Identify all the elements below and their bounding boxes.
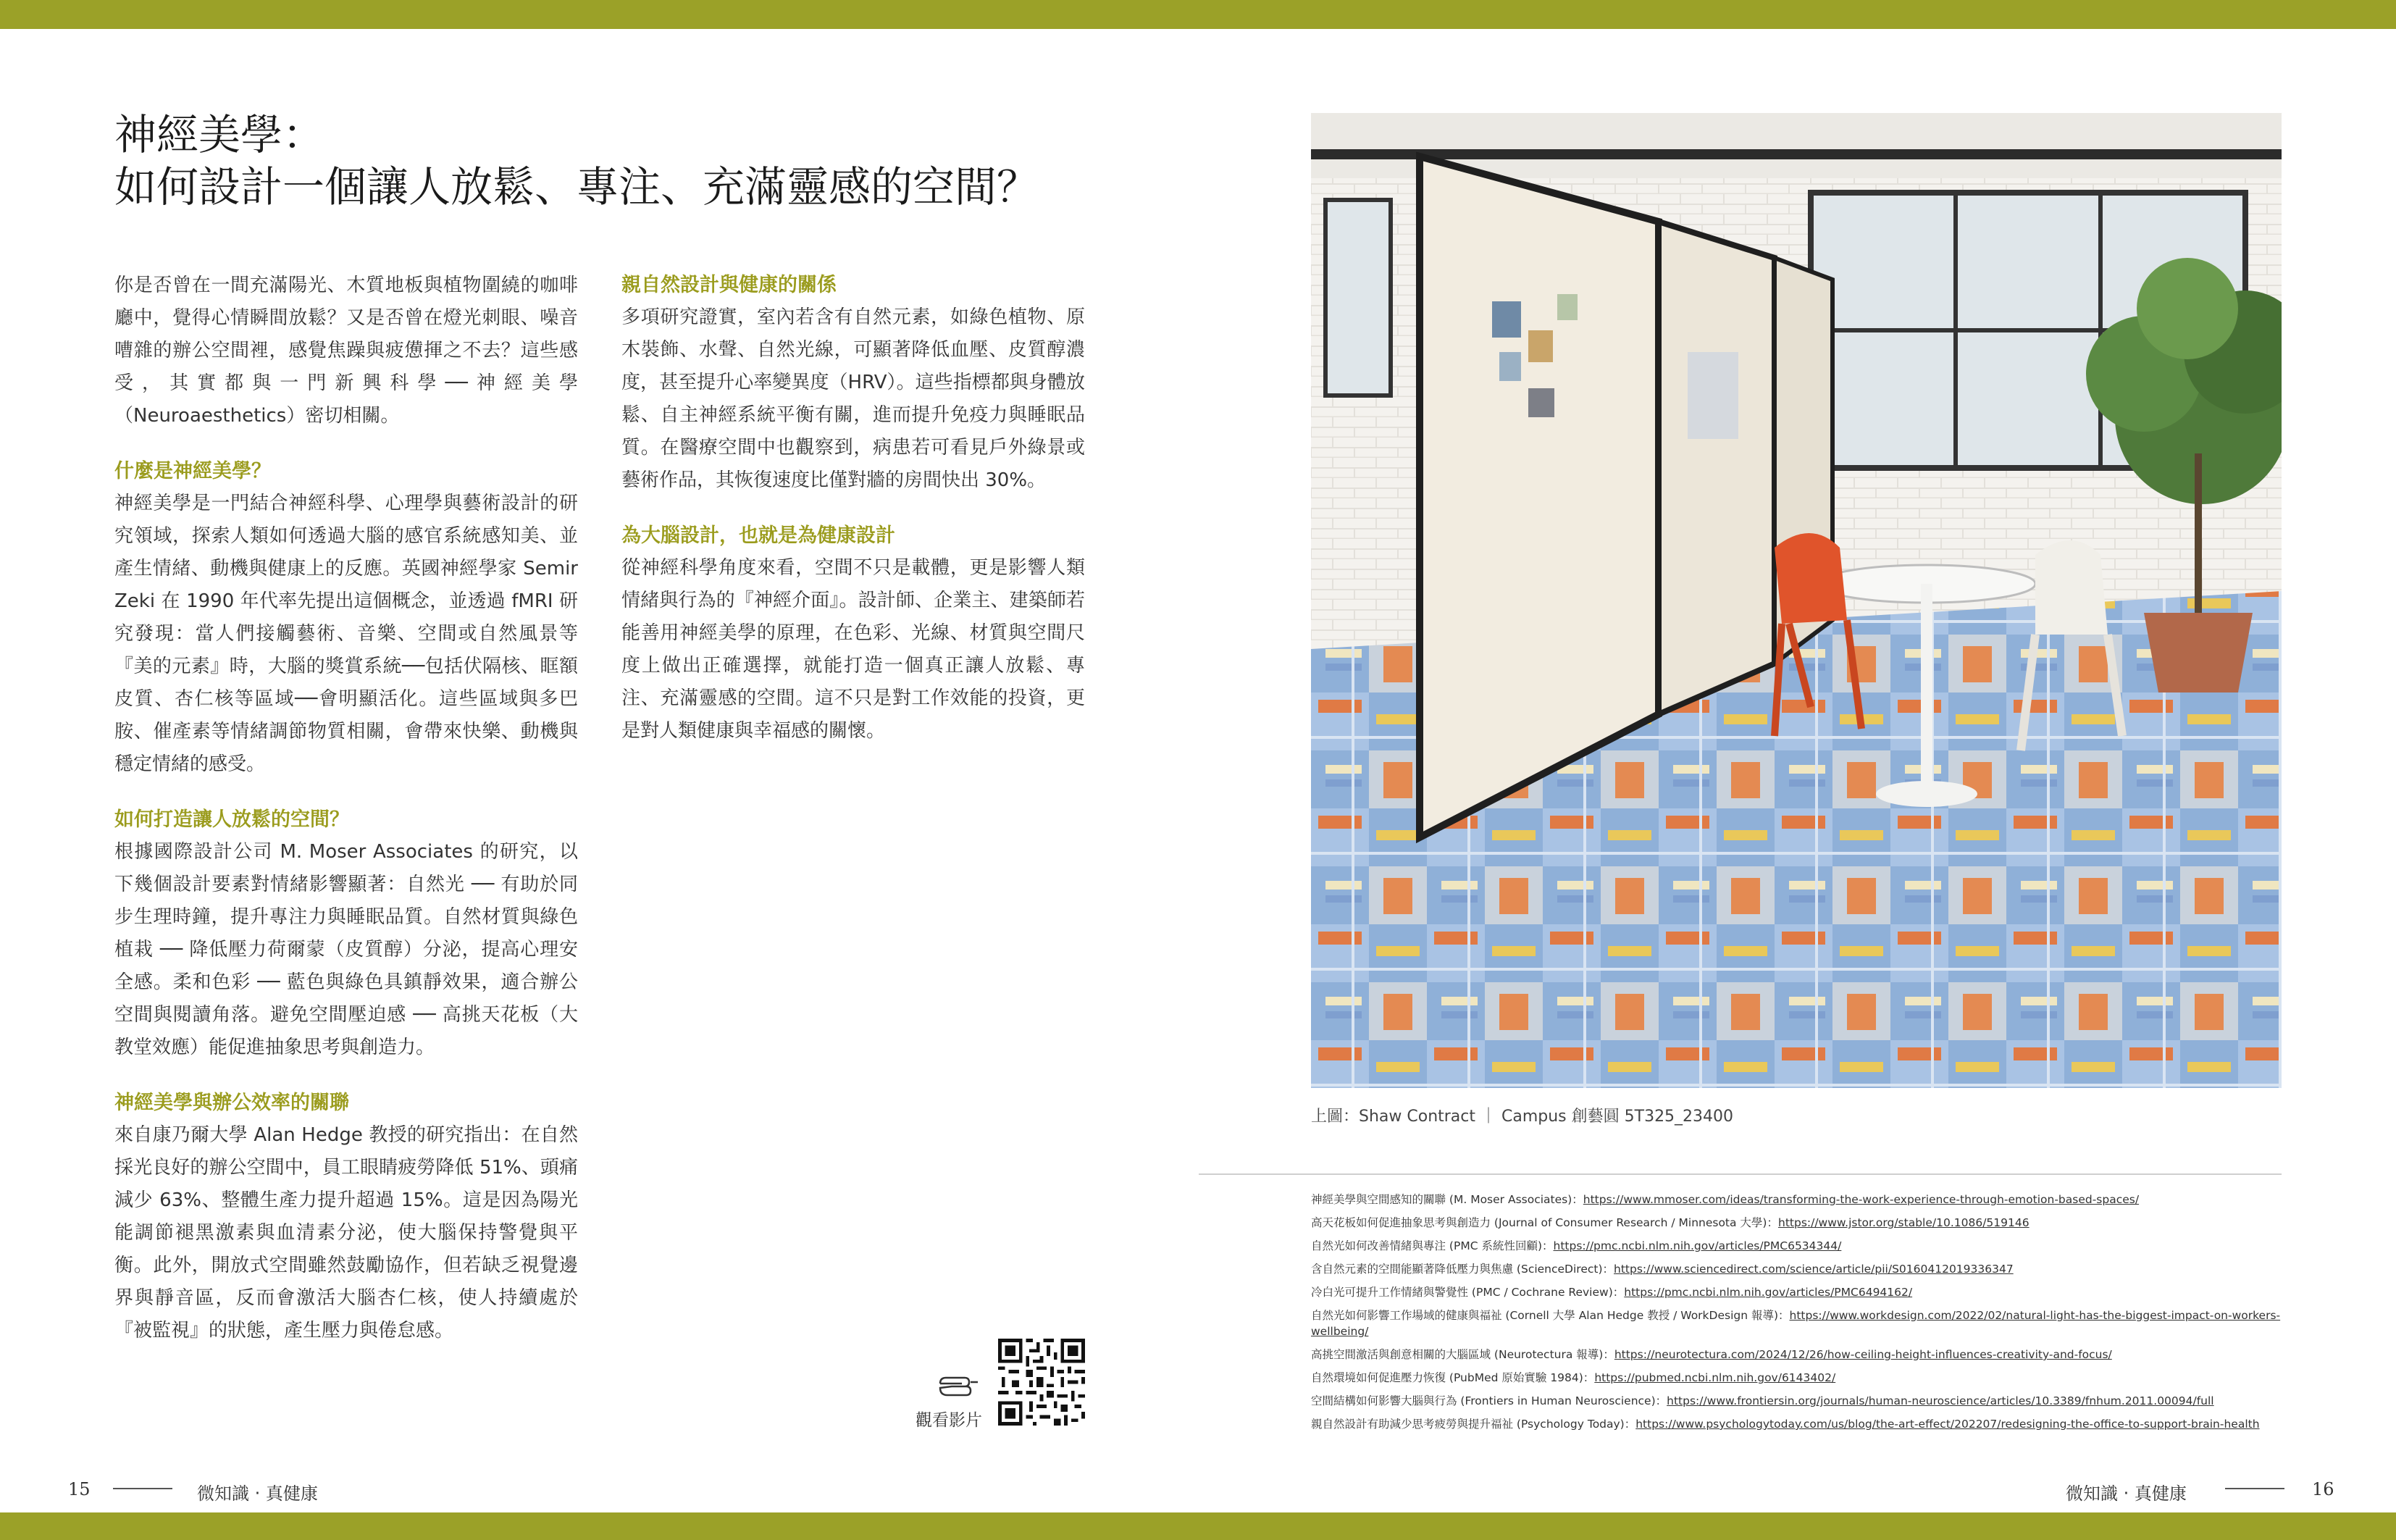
section-body-neuroaesthetics: 神經美學是一門結合神經科學、心理學與藝術設計的研究領域，探索人類如何透過大腦的感官系統感知美、並產生情緒、動機與健康上的反應。英國神經學家 Semir Zeki 在 1990 年代率先提出這個概念，並透過 fMRI 研究發現：當人們接觸藝術、音樂、空間或自然風景等『美的元素』時，大腦的獎賞系統──包括伏隔核、眶額皮質、杏仁核等區域──會明顯活化。這些區域與多巴胺、催產素等情緒調節物質相關，會帶來快樂、動機與穩定情緒的感受。: [114, 493, 578, 775]
pointing-hand-icon: [937, 1369, 981, 1399]
references-divider: [1199, 1173, 2282, 1175]
section-heading-design-for-brain: 為大腦設計，也就是為健康設計: [621, 524, 895, 547]
references-list: [1311, 1188, 2282, 1436]
article-title: [114, 109, 1039, 213]
bottom-accent-band: [0, 1512, 2396, 1540]
reference-item: 高挑空間激活與創意相關的大腦區域 (Neurotectura 報導)：https://neurotectura.com/2024/12/26/how-ceiling-height-influences-creativity-and-focus/: [1311, 1348, 2112, 1361]
reference-item: 自然光如何影響工作場域的健康與福祉 (Cornell 大學 Alan Hedge 教授 / WorkDesign 報導)：https://www.workdesign.com/2022/02/natural-light-has-the-biggest-impact-on-workers-wellbeing/: [1311, 1309, 2281, 1338]
reference-item: 空間結構如何影響大腦與行為 (Frontiers in Human Neuroscience)：https://www.frontiersin.org/journals/human-neuroscience/articles/10.3389/fnhum.2011.00094/full: [1311, 1394, 2214, 1407]
section-body-office-efficiency: 來自康乃爾大學 Alan Hedge 教授的研究指出：在自然採光良好的辦公空間中，員工眼睛疲勞降低 51%、頭痛減少 63%、整體生產力提升超過 15%。這是因為陽光能調節褪黑激素與血清素分泌，使大腦保持警覺與平衡。此外，開放式空間雖然鼓勵協作，但若缺乏視覺邊界與靜音區，反而會激活大腦杏仁核，使人持續處於『被監視』的狀態，產生壓力與倦怠感。: [114, 1124, 578, 1342]
reference-link[interactable]: https://www.jstor.org/stable/10.1086/519146: [1778, 1216, 2030, 1229]
top-accent-band: [0, 0, 2396, 29]
reference-item: 神經美學與空間感知的關聯 (M. Moser Associates)：https://www.mmoser.com/ideas/transforming-the-work-experience-through-emotion-based-spaces/: [1311, 1193, 2140, 1206]
reference-link[interactable]: https://www.workdesign.com/2022/02/natural-light-has-the-biggest-impact-on-workers-wellbeing/: [1311, 1309, 2281, 1338]
reference-link[interactable]: https://www.frontiersin.org/journals/human-neuroscience/articles/10.3389/fnhum.2011.00094/full: [1667, 1394, 2214, 1407]
reference-link[interactable]: https://www.psychologytoday.com/us/blog/the-art-effect/202207/redesigning-the-office-to-support-brain-health: [1635, 1418, 2260, 1431]
section-heading-relaxing-space: 如何打造讓人放鬆的空間？: [114, 808, 349, 831]
left-page-number: 15: [68, 1479, 91, 1499]
reference-item: 含自然元素的空間能顯著降低壓力與焦慮 (ScienceDirect)：https://www.sciencedirect.com/science/article/pii/S0160412019336347: [1311, 1263, 2014, 1276]
office-interior-photo: [1311, 113, 2282, 1088]
reference-link[interactable]: https://www.sciencedirect.com/science/article/pii/S0160412019336347: [1614, 1263, 2014, 1276]
qr-code[interactable]: [998, 1339, 1085, 1426]
right-footer-label: 微知識 ‧ 真健康: [2066, 1483, 2187, 1504]
right-page-number: 16: [2312, 1479, 2334, 1499]
footer-rule-right: [2225, 1488, 2284, 1489]
section-heading-office-efficiency: 神經美學與辦公效率的關聯: [114, 1092, 349, 1114]
reference-item: 自然光如何改善情緒與專注 (PMC 系統性回顧)：https://pmc.ncbi.nlm.nih.gov/articles/PMC6534344/: [1311, 1239, 1842, 1252]
reference-link[interactable]: https://pubmed.ncbi.nlm.nih.gov/6143402/: [1594, 1371, 1836, 1384]
section-body-relaxing-space: 根據國際設計公司 M. Moser Associates 的研究，以下幾個設計要素對情緒影響顯著：自然光 ── 有助於同步生理時鐘，提升專注力與睡眠品質。自然材質與綠色植栽 ── 降低壓力荷爾蒙（皮質醇）分泌，提高心理安全感。柔和色彩 ── 藍色與綠色具鎮靜效果，適合辦公空間與閱讀角落。避免空間壓迫感 ── 高挑天花板（大教堂效應）能促進抽象思考與創造力。: [114, 841, 578, 1058]
title-line-2: 如何設計一個讓人放鬆、專注、充滿靈感的空間？: [114, 162, 1039, 212]
reference-item: 冷白光可提升工作情緒與警覺性 (PMC / Cochrane Review)：https://pmc.ncbi.nlm.nih.gov/articles/PMC6494162/: [1311, 1286, 1913, 1299]
title-line-1: 神經美學：: [114, 110, 325, 159]
reference-item: 高天花板如何促進抽象思考與創造力 (Journal of Consumer Research / Minnesota 大學)：https://www.jstor.org/stable/10.1086/519146: [1311, 1216, 2030, 1229]
reference-link[interactable]: https://www.mmoser.com/ideas/transforming-the-work-experience-through-emotion-based-spaces/: [1583, 1193, 2140, 1206]
reference-item: 自然環境如何促進壓力恢復 (PubMed 原始實驗 1984)：https://pubmed.ncbi.nlm.nih.gov/6143402/: [1311, 1371, 1836, 1384]
reference-item: 親自然設計有助減少思考疲勞與提升福祉 (Psychology Today)：https://www.psychologytoday.com/us/blog/the-art-effect/202207/redesigning-the-office-to-support-brain-health: [1311, 1418, 2260, 1431]
section-heading-biophilic-design: 親自然設計與健康的關係: [621, 274, 837, 296]
reference-link[interactable]: https://pmc.ncbi.nlm.nih.gov/articles/PMC6534344/: [1553, 1239, 1842, 1252]
section-body-design-for-brain: 從神經科學角度來看，空間不只是載體，更是影響人類情緒與行為的『神經介面』。設計師、企業主、建築師若能善用神經美學的原理，在色彩、光線、材質與空間尺度上做出正確選擇，就能打造一個真正讓人放鬆、專注、充滿靈感的空間。這不只是對工作效能的投資，更是對人類健康與幸福感的關懷。: [621, 557, 1085, 742]
middle-text-column: [621, 269, 1085, 748]
left-text-column: [114, 269, 578, 1347]
photo-caption: 上圖：Shaw Contract ｜ Campus 創藝圓 5T325_23400: [1311, 1108, 1734, 1126]
intro-paragraph: 你是否曾在一間充滿陽光、木質地板與植物圍繞的咖啡廳中，覺得心情瞬間放鬆？又是否曾在燈光刺眼、噪音嘈雜的辦公空間裡，感覺焦躁與疲憊揮之不去？這些感受，其實都與一門新興科學──神經美學（Neuroaesthetics）密切相關。: [114, 275, 578, 427]
watch-video-label: 觀看影片: [916, 1411, 982, 1430]
reference-link[interactable]: https://neurotectura.com/2024/12/26/how-ceiling-height-influences-creativity-and-focus/: [1614, 1348, 2112, 1361]
section-body-biophilic-design: 多項研究證實，室內若含有自然元素，如綠色植物、原木裝飾、水聲、自然光線，可顯著降低血壓、皮質醇濃度，甚至提升心率變異度（HRV）。這些指標都與身體放鬆、自主神經系統平衡有關，進而提升免疫力與睡眠品質。在醫療空間中也觀察到，病患若可看見戶外綠景或藝術作品，其恢復速度比僅對牆的房間快出 30%。: [621, 306, 1085, 491]
section-heading-neuroaesthetics: 什麼是神經美學？: [114, 460, 271, 482]
footer-rule-left: [113, 1488, 172, 1489]
reference-link[interactable]: https://pmc.ncbi.nlm.nih.gov/articles/PMC6494162/: [1624, 1286, 1913, 1299]
left-footer-label: 微知識 ‧ 真健康: [197, 1483, 318, 1504]
